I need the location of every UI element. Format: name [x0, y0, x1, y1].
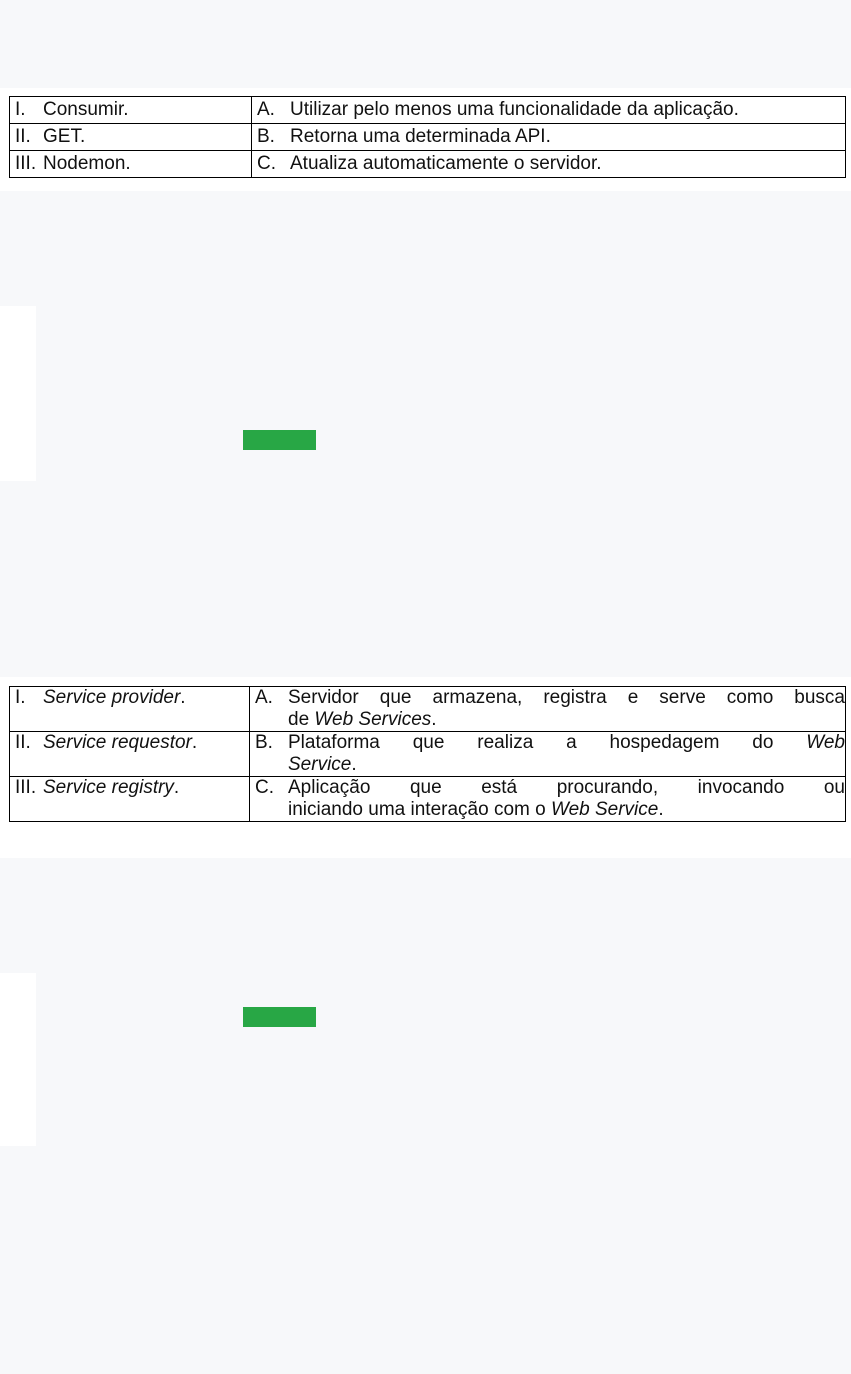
term-cell: [10, 124, 252, 151]
term-suffix: .: [180, 687, 186, 708]
term-cell: [10, 777, 250, 822]
answer-highlight-bar: [243, 1007, 316, 1027]
description-line-2: [255, 799, 845, 821]
description-cell: [250, 687, 846, 732]
term-suffix: .: [191, 732, 198, 753]
term-text: Service provider: [43, 687, 181, 708]
term-cell: [10, 151, 252, 178]
description-cell: [252, 97, 846, 124]
row-letter: A.: [257, 99, 275, 120]
description-line-2: [255, 754, 845, 776]
row-number: I.: [15, 687, 26, 708]
row-letter: C.: [255, 777, 274, 798]
description-text: Plataforma que realiza a hospedagem do: [288, 732, 774, 753]
table-row: [10, 732, 846, 777]
description-text: Utilizar pelo menos uma funcionalidade da aplicação.: [290, 99, 739, 120]
term-cell: [10, 687, 250, 732]
description-text: .: [431, 709, 437, 730]
row-number: III.: [15, 153, 37, 174]
table-row: [10, 97, 846, 124]
table-row: [10, 151, 846, 178]
table-row: [10, 124, 846, 151]
row-number: III.: [15, 777, 37, 798]
description-text: .: [658, 799, 664, 820]
term-text: GET.: [43, 126, 86, 147]
description-line-2: [255, 709, 845, 731]
term-text: Service requestor: [43, 732, 192, 753]
term-text: Nodemon.: [43, 153, 131, 174]
row-letter: B.: [257, 126, 275, 147]
description-text: Atualiza automaticamente o servidor.: [290, 153, 602, 174]
matching-table-2: [9, 686, 846, 822]
term-cell: [10, 732, 250, 777]
term-cell: [10, 97, 252, 124]
description-text: Retorna uma determinada API.: [290, 126, 551, 147]
row-number: II.: [15, 126, 31, 147]
side-panel: [0, 306, 36, 481]
table-row: [10, 687, 846, 732]
description-cell: [250, 732, 846, 777]
side-panel: [0, 973, 36, 1146]
description-line-1: [255, 732, 845, 754]
description-text: iniciando uma interação com o: [288, 799, 551, 820]
term-text: Service registry: [43, 777, 174, 798]
description-cell: [252, 124, 846, 151]
description-line-1: [255, 777, 845, 799]
row-letter: A.: [255, 687, 273, 708]
description-text: Servidor que armazena, registra e serve como busca: [288, 687, 845, 708]
term-text: Consumir.: [43, 99, 129, 120]
matching-table-1: [9, 96, 846, 178]
answer-highlight-bar: [243, 430, 316, 450]
row-letter: B.: [255, 732, 273, 753]
description-emphasis: Web Service: [550, 799, 659, 820]
table-row: [10, 777, 846, 822]
description-emphasis: Web Services: [314, 709, 432, 730]
description-cell: [250, 777, 846, 822]
description-line-1: [255, 687, 845, 709]
description-cell: [252, 151, 846, 178]
row-number: I.: [15, 99, 26, 120]
description-text: .: [351, 754, 357, 775]
description-emphasis: Service: [288, 754, 352, 775]
row-number: II.: [15, 732, 31, 753]
description-text: de: [288, 709, 315, 730]
description-emphasis: Web: [806, 732, 845, 753]
row-letter: C.: [257, 153, 276, 174]
term-suffix: .: [173, 777, 180, 798]
description-text: Aplicação que está procurando, invocando ou: [288, 777, 845, 798]
